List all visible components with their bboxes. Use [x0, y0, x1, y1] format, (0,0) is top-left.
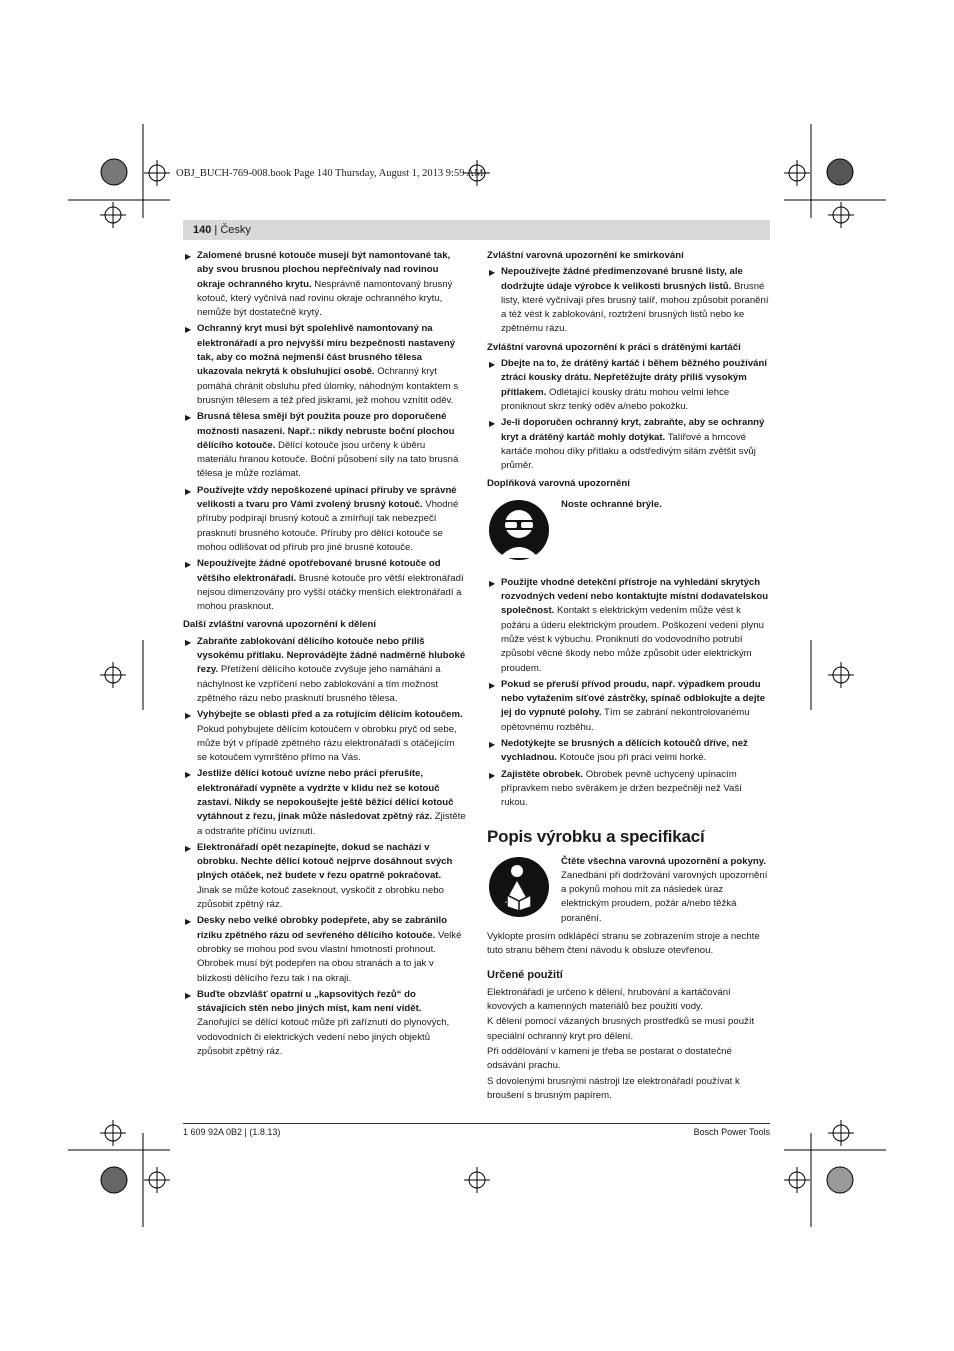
warning-item: [183, 767, 466, 838]
warning-item-bold: Ochranný kryt musí být spolehlivě namontovaný na elektronářadí a pro nejvyšší míru bezpečnosti nastavený tak, aby co možná nejmenší část brusného tělesa ukazovala nekrytá k obsluhující osobě.: [197, 323, 456, 378]
read-manual-icon: [487, 855, 551, 919]
footer-doc-number: 1 609 92A 0B2 | (1.8.13): [183, 1127, 281, 1137]
warning-item-text: Talířové a hrncové kartáče mohou díky přítlaku a odstředivým silám zvětšit svůj průměr.: [501, 431, 756, 472]
section-title-product-description: Popis výrobku a specifikací: [487, 826, 705, 846]
warning-item: [183, 410, 466, 481]
page-header: [193, 224, 251, 236]
warning-item-bold: Buďte obzvlášť opatrní u „kapsovitých řezů“ do stávajících stěn nebo jiných míst, kam není vidět.: [197, 988, 422, 1015]
warning-item-text: Pokud pohybujete dělícím kotoučem v obrobku pryč od sebe, může být v případě zpětného rázu elektronářadí s otáčejícím se kotoučem vymrštěno přímo na Vás.: [197, 723, 457, 764]
warning-item-bold: Elektronářadí opět nezapínejte, dokud se nachází v obrobku. Nechte dělící kotouč nejprve dosáhnout svých plných otáček, než budete v řezu opatrně pokračovat.: [197, 841, 453, 882]
warning-item-text: Velké obrobky se mohou pod svou vlastní hmotností prohnout. Obrobek musí být podepřen na obou stranách a to jak v blízkosti dělícího řezu tak i na okraji.: [197, 929, 462, 984]
intended-use-paragraph: S dovolenými brusnými nástroji lze elektronářadí používat k broušení s brusným papírem.: [487, 1075, 740, 1101]
bullet-triangle-icon: ▶: [185, 637, 192, 647]
warning-item-text: Zjistěte a odstraňte příčinu uvíznutí.: [197, 811, 466, 837]
warning-item: [487, 576, 770, 676]
warning-item: [183, 249, 466, 320]
warning-item-text: Tím se zabrání nekontrolovanému opětovnému rozběhu.: [501, 707, 750, 733]
warning-item-text: Obrobek pevně uchycený upínacím přípravkem nebo svěrákem je držen bezpečněji než Vaší rukou.: [501, 768, 742, 809]
warning-item-text: Ochranný kryt pomáhá chránit obsluhu před úlomky, náhodným kontaktem s brusným tělesem a též před jiskrami, jež mohou vznítit oděv.: [197, 366, 459, 406]
warning-item-text: Nesprávně namontovaný brusný kotouč, který vyčnívá nad rovinu okraje ochranného krytu, nemůže být dostatečně krytý.: [197, 278, 453, 319]
warning-item-bold: Zajistěte obrobek.: [501, 768, 584, 780]
bullet-triangle-icon: ▶: [185, 252, 192, 261]
bullet-triangle-icon: ▶: [489, 680, 496, 690]
warning-item-bold: Desky nebo velké obrobky podepřete, aby se zabránilo riziku zpětného rázu od sevřeného dělícího kotouče.: [197, 915, 448, 941]
section-heading-cutting: Další zvláštní varovná upozornění k dělení: [183, 619, 376, 631]
bullet-triangle-icon: ▶: [489, 578, 496, 588]
warning-list-cutting: [183, 635, 466, 1060]
warning-item-bold: Zalomené brusné kotouče musejí být namontované tak, aby svou brusnou plochou nepřečnívaly nad rovinou okraje ochranného krytu.: [197, 250, 451, 290]
bullet-triangle-icon: ▶: [489, 740, 496, 750]
bullet-triangle-icon: ▶: [185, 770, 192, 780]
bullet-triangle-icon: ▶: [489, 419, 496, 429]
section-title-intended-use: Určené použití: [487, 968, 563, 981]
warning-item: [183, 988, 466, 1059]
warning-item-text: Jinak se může kotouč zaseknout, vyskočit z obrobku nebo způsobit zpětný ráz.: [197, 884, 444, 911]
warning-item-text: Přetížení dělícího kotouče zvyšuje jeho namáhání a náchylnost ke vzpříčení nebo zablokování a tím možnost zpětného rázu nebo prasknutí brusného tělesa.: [197, 664, 441, 704]
warning-item: [487, 678, 770, 735]
warning-item: [183, 708, 466, 765]
warning-item: [487, 416, 770, 473]
intended-use-paragraph: K dělení pomocí vázaných brusných prostředků se musí použít speciální ochranný kryt pro dělení.: [487, 1016, 755, 1042]
section-heading-wire-brush: Zvláštní varovná upozornění k práci s drátěnými kartáči: [487, 341, 741, 353]
section-heading-sanding: Zvláštní varovná upozornění ke smirkování: [487, 250, 684, 261]
warning-item-text: Brusné listy, které vyčnívají přes brusný talíř, mohou způsobit poranění a též vést k zablokování, roztržení brusných listů nebo ke zpětnému rázu.: [501, 280, 769, 335]
bullet-triangle-icon: ▶: [185, 843, 192, 853]
bullet-triangle-icon: ▶: [185, 711, 192, 721]
manual-notice: [487, 855, 770, 926]
warning-item-text: Vhodné příruby podpírají brusný kotouč a zmírňují tak nebezpečí prasknutí brusného kotouče. Příruby pro dělící kotouče se mohou odlišovat od přírub pro jiné brusné kotouče.: [197, 499, 459, 553]
warning-item: [487, 357, 770, 414]
header-separator: |: [211, 224, 221, 236]
warning-item: [183, 635, 466, 706]
warning-item-bold: Používejte vždy nepoškozené upínací příruby ve správné velikosti a tvaru pro Vámi zvolený brusný kotouč.: [197, 484, 457, 511]
warning-item: [183, 841, 466, 912]
bullet-triangle-icon: ▶: [185, 413, 192, 423]
intended-use-text: [487, 986, 770, 1103]
warning-item-bold: Je-li doporučen ochranný kryt, zabraňte, aby se ochranný kryt a drátěný kartáč mohly dotýkat.: [501, 417, 765, 443]
warning-item-text: Dělící kotouče jsou určeny k úběru materiálu hranou kotouče. Boční působení síly na tato brusná tělesa je může rozlámat.: [197, 439, 459, 480]
intended-use-paragraph: Při oddělování v kameni je třeba se postarat o dostatečné odsávání prachu.: [487, 1046, 732, 1072]
warning-item-bold: Zabraňte zablokování dělícího kotouče nebo příliš vysokému přítlaku. Neprovádějte žádné nadměrně hluboké řezy.: [197, 635, 466, 676]
warning-list-additional: [487, 576, 770, 811]
warning-item: [183, 557, 466, 614]
right-column: [487, 249, 770, 1104]
header-bar: [183, 220, 770, 240]
warning-item: [487, 737, 770, 766]
bullet-triangle-icon: ▶: [185, 560, 192, 570]
warning-item-text: Odlétající kousky drátu mohou velmi lehce proniknout skrz tenký oděv a/nebo pokožku.: [501, 386, 730, 412]
footer-rule: [183, 1123, 770, 1124]
warning-list-sanding: [487, 265, 770, 336]
warning-item-bold: Nedotýkejte se brusných a dělících kotoučů dříve, než vychladnou.: [501, 738, 748, 764]
warning-item-bold: Jestliže dělící kotouč uvízne nebo práci přerušíte, elektronářadí vypněte a vydržte v klidu než se kotouč zastaví. Nikdy se nepokoušejte ještě běžící dělící kotouč vytáhnout z řezu, jinak může následovat zpětný ráz.: [197, 768, 454, 823]
section-heading-additional: Doplňková varovná upozornění: [487, 478, 630, 490]
bullet-triangle-icon: ▶: [185, 990, 192, 1000]
warning-item-text: Kotouče jsou při práci velmi horké.: [556, 752, 707, 764]
warning-item-bold: Nepoužívejte žádné opotřebované brusné kotouče od většího elektronářadí.: [197, 558, 441, 584]
manual-notice-text: Zanedbání při dodržování varovných upozornění a pokynů mohou mít za následek úraz elektrickým proudem, požár a/nebo těžká poranění.: [561, 869, 768, 924]
footer-brand: Bosch Power Tools: [693, 1127, 770, 1137]
bullet-triangle-icon: ▶: [489, 360, 496, 370]
warning-item-bold: Použijte vhodné detekční přístroje na vyhledání skrytých rozvodných vedení nebo kontaktujte místní dodavatelskou společnost.: [501, 576, 769, 617]
warning-item-text: Brusné kotouče pro větší elektronářadí nejsou dimenzovány pro vyšší otáčky menších elektronářadí a mohou prasknout.: [197, 572, 464, 613]
intended-use-paragraph: Elektronářadí je určeno k dělení, hrubování a kartáčování kovových a kamenných materiálů bez použití vody.: [487, 986, 731, 1013]
manual-notice-bold: Čtěte všechna varovná upozornění a pokyny.: [561, 855, 767, 867]
warning-item: [183, 484, 466, 555]
bullet-triangle-icon: ▶: [489, 770, 496, 780]
warning-item-bold: Vyhýbejte se oblasti před a za rotujícím dělícím kotoučem.: [197, 709, 463, 721]
left-column: [183, 249, 466, 1061]
goggles-text: Noste ochranné brýle.: [561, 498, 662, 510]
warning-item: [487, 265, 770, 336]
foldout-instruction: Vyklopte prosím odklápěcí stranu se zobrazením stroje a nechte tuto stranu během čtení návodu k obsluze otevřenou.: [487, 930, 760, 957]
goggles-notice: [487, 498, 770, 562]
warning-item-bold: Nepoužívejte žádné předimenzované brusné listy, ale dodržujte údaje výrobce k velikosti brusných listů.: [501, 266, 743, 292]
warning-list-general: [183, 249, 466, 614]
warning-item-bold: Brusná tělesa smějí být použita pouze pro doporučené možnosti nasazení. Např.: nikdy nebruste boční plochou dělícího kotouče.: [197, 411, 455, 451]
header-language: Česky: [220, 224, 251, 236]
warning-item-bold: Pokud se přeruší přívod proudu, např. výpadkem proudu nebo vytažením síťové zástrčky, spínač odblokujte a dejte jej do vypnuté polohy.: [501, 678, 766, 719]
bullet-triangle-icon: ▶: [489, 268, 496, 278]
warning-item: [183, 914, 466, 985]
bullet-triangle-icon: ▶: [185, 917, 192, 927]
warning-item: [183, 322, 466, 408]
warning-item-bold: Dbejte na to, že drátěný kartáč i během běžného používání ztrácí kousky drátu. Nepřetěžujte dráty příliš vysokým přítlakem.: [501, 358, 768, 398]
warning-item-text: Kontakt s elektrickým vedením může vést k požáru a úderu elektrickým proudem. Poškození vedení plynu může vést k výbuchu. Proniknutí do vodovodního potrubí způsobí věcné škody nebo může způsobit úder elektrickým proudem.: [501, 605, 764, 674]
warning-item-text: Zanořující se dělící kotouč může při zaříznutí do plynových, vodovodních či elektrických vedení nebo jiných objektů způsobit zpětný ráz.: [197, 1017, 450, 1058]
warning-list-wire-brush: [487, 357, 770, 473]
page-number: 140: [193, 224, 212, 236]
warning-item: [487, 768, 770, 811]
bullet-triangle-icon: ▶: [185, 325, 192, 335]
book-info: OBJ_BUCH-769-008.book Page 140 Thursday, August 1, 2013 9:59 AM: [176, 168, 484, 179]
safety-goggles-icon: [487, 498, 551, 562]
bullet-triangle-icon: ▶: [185, 486, 192, 496]
